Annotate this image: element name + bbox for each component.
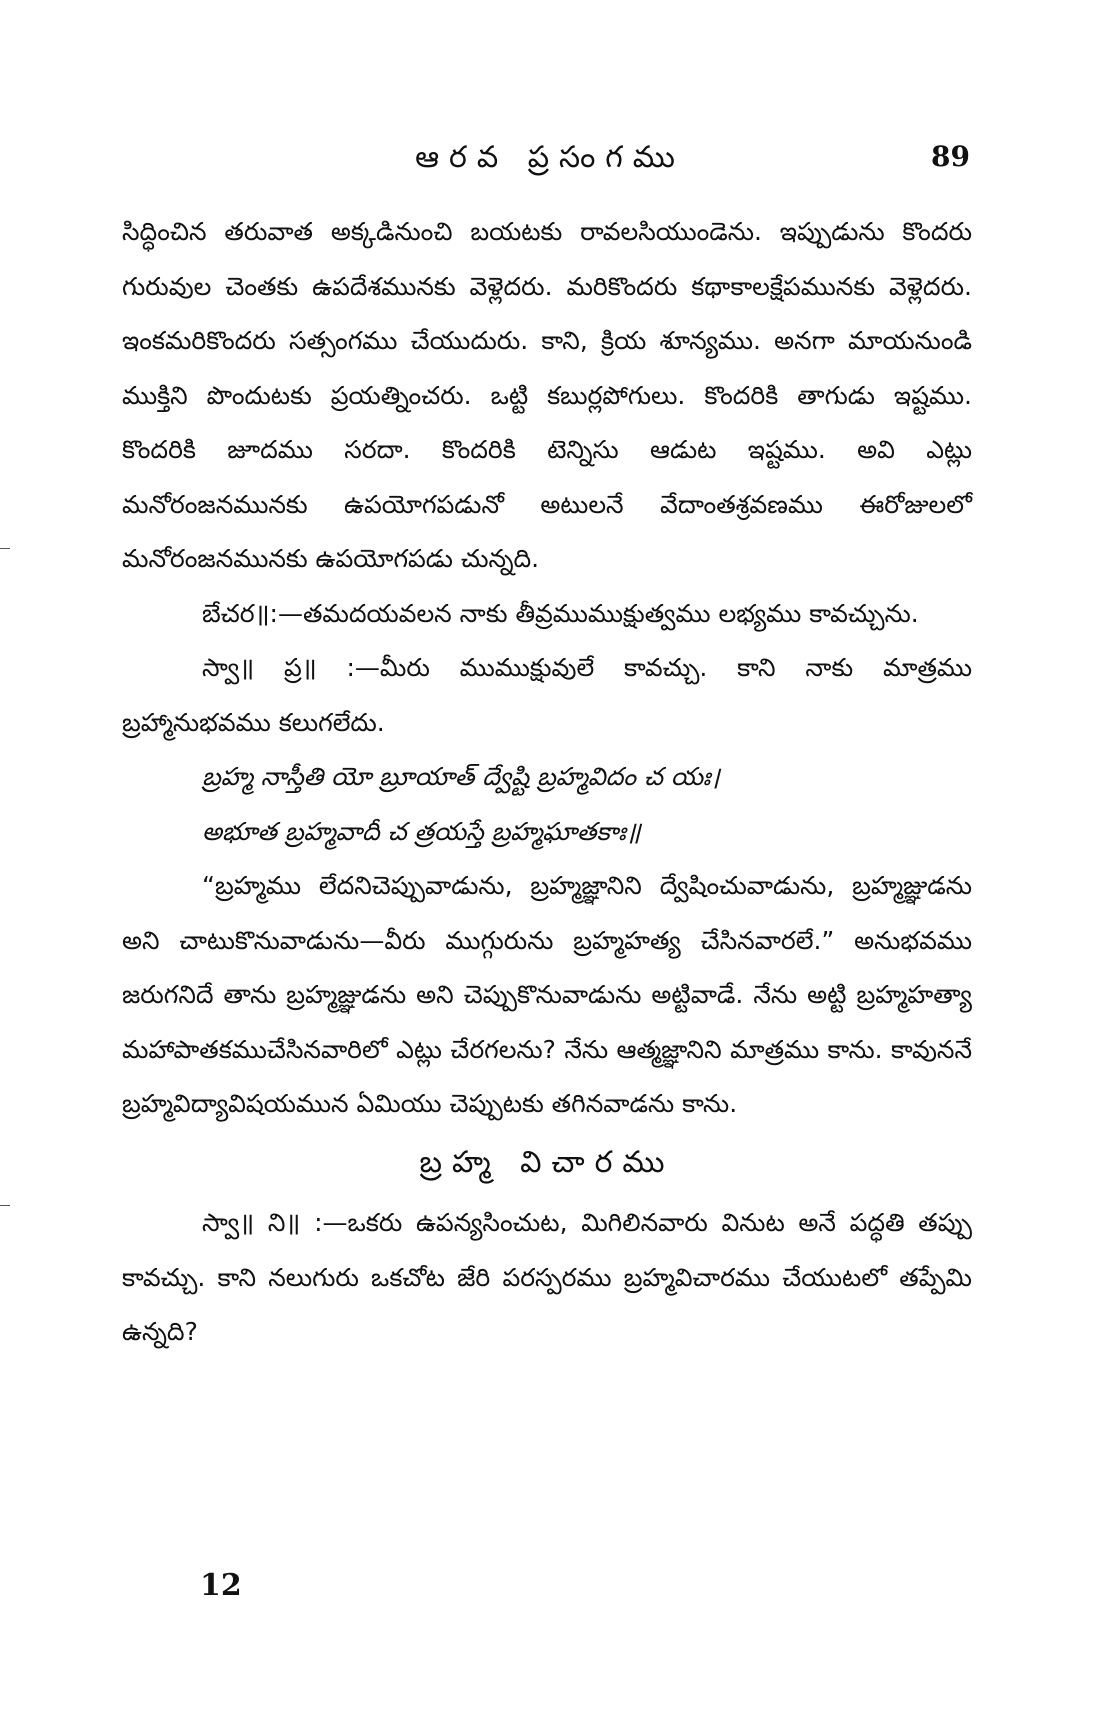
verse-line-2: అభూత బ్రహ్మవాదీ చ త్రయస్తే బ్రహ్మఘాతకాః॥ bbox=[202, 816, 641, 846]
chapter-title: ఆరవ ప్రసంగము bbox=[415, 140, 685, 175]
paragraph-dialogue-swami-ni: స్వా॥ ని॥ :—ఒకరు ఉపన్యసించుట, మిగిలినవారు వినుట అనే పద్ధతి తప్పు కావచ్చు. కాని నలుగురు ఒకచోట జేరి పరస్పరము బ్రహ్మవిచారము చేయుటలో తప్పేమి ఉన్నది? bbox=[122, 1208, 972, 1346]
section-heading: బ్రహ్మ విచారము bbox=[419, 1144, 675, 1180]
paragraph-1: సిద్ధించిన తరువాత అక్కడినుంచి బయటకు రావలసియుండెను. ఇప్పుడును కొందరు గురువుల చెంతకు ఉపదేశమునకు వెళ్లెదరు. మరికొందరు కథాకాలక్షేపమునకు వెళ్లెదరు. ఇంకమరికొందరు సత్సంగము చేయుదురు. కాని, క్రియ శూన్యము. అనగా మాయనుండి ముక్తిని పొందుటకు ప్రయత్నించరు. ఒట్టి కబుర్లపోగులు. కొందరికి తాగుడు ఇష్టము. కొందరికి జూదము సరదా. కొందరికి టెన్నిసు ఆడుట ఇష్టము. అవి ఎట్లు మనోరంజనమునకు ఉపయోగపడునో అటులనే వేదాంతశ్రవణము ఈరోజులలో మనోరంజనమునకు ఉపయోగపడు చున్నది. bbox=[122, 217, 972, 573]
running-head bbox=[120, 140, 980, 190]
signature-mark: 12 bbox=[200, 1568, 242, 1603]
margin-tick bbox=[0, 548, 10, 549]
page-number: 89 bbox=[931, 140, 970, 173]
body-text bbox=[122, 205, 972, 1360]
paragraph-verse-explanation: “బ్రహ్మము లేదనిచెప్పువాడును, బ్రహ్మజ్ఞానిని ద్వేషించువాడును, బ్రహ్మజ్ఞుడను అని చాటుకొనువాడును—వీరు ముగ్గురును బ్రహ్మహత్య చేసినవారలే.” అనుభవము జరుగనిదే తాను బ్రహ్మజ్ఞుడను అని చెప్పుకొనువాడును అట్టివాడే. నేను అట్టి బ్రహ్మహత్యా మహాపాతకముచేసినవారిలో ఎట్లు చేరగలను? నేను ఆత్మజ్ఞానిని మాత్రము కాను. కావుననే బ్రహ్మవిద్యావిషయమున ఏమియు చెప్పుటకు తగినవాడను కాను. bbox=[122, 871, 972, 1118]
margin-tick bbox=[0, 1205, 10, 1206]
paragraph-dialogue-swami-pra: స్వా॥ ప్ర॥ :—మీరు ముముక్షువులే కావచ్చు. కాని నాకు మాత్రము బ్రహ్మానుభవము కలుగలేదు. bbox=[122, 653, 972, 737]
verse-line-1: బ్రహ్మ నాస్తీతి యో బ్రూయాత్ ద్వేష్టి బ్రహ్మవిదం చ యః। bbox=[202, 762, 720, 791]
paragraph-dialogue-bechar: బేచర॥:—తమదయవలన నాకు తీవ్రముముక్షుత్వము లభ్యము కావచ్చును. bbox=[202, 598, 919, 628]
